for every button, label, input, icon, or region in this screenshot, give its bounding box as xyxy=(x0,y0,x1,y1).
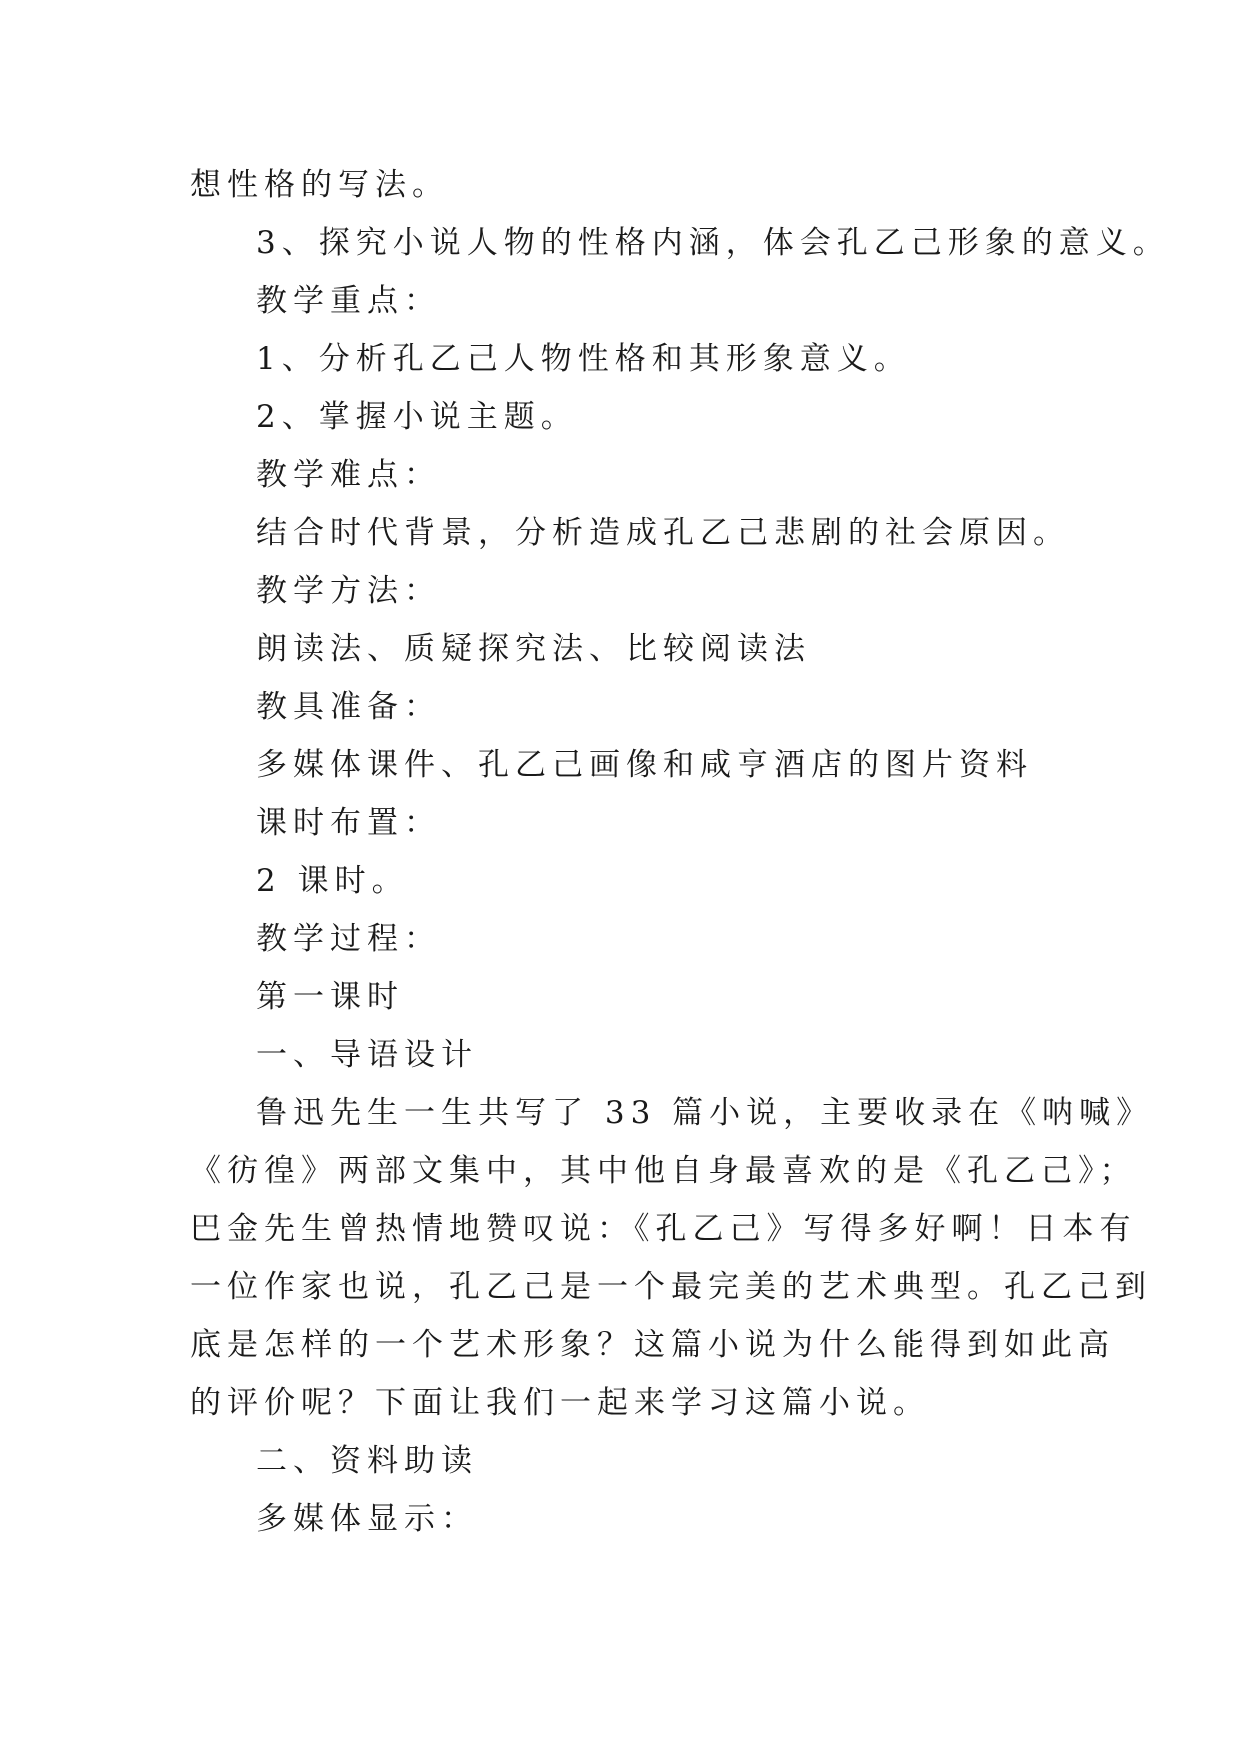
text-line: 多媒体课件、孔乙己画像和咸亨酒店的图片资料 xyxy=(256,747,1033,783)
text-line: 朗读法、质疑探究法、比较阅读法 xyxy=(256,631,811,667)
text-line: 结合时代背景，分析造成孔乙己悲剧的社会原因。 xyxy=(256,515,1070,551)
text-line: 底是怎样的一个艺术形象？这篇小说为什么能得到如此高 xyxy=(190,1327,1115,1363)
section-heading: 教具准备： xyxy=(256,689,441,725)
section-heading: 教学过程： xyxy=(256,921,441,957)
text-line: 3、探究小说人物的性格内涵，体会孔乙己形象的意义。 xyxy=(256,225,1170,261)
section-heading: 第一课时 xyxy=(256,979,404,1015)
section-heading: 二、资料助读 xyxy=(256,1443,478,1479)
text-line: 2、掌握小说主题。 xyxy=(256,399,578,435)
section-heading: 教学重点： xyxy=(256,283,441,319)
section-heading: 课时布置： xyxy=(256,805,441,841)
text-line: 想性格的写法。 xyxy=(190,167,449,203)
text-line: 鲁迅先生一生共写了 33 篇小说，主要收录在《呐喊》 xyxy=(256,1095,1154,1131)
text-line: 多媒体显示： xyxy=(256,1501,478,1537)
section-heading: 教学方法： xyxy=(256,573,441,609)
section-heading: 一、导语设计 xyxy=(256,1037,478,1073)
text-line: 巴金先生曾热情地赞叹说：《孔乙己》写得多好啊！日本有 xyxy=(190,1211,1137,1247)
text-line: 《彷徨》两部文集中，其中他自身最喜欢的是《孔乙己》； xyxy=(190,1153,1137,1189)
text-line: 的评价呢？下面让我们一起来学习这篇小说。 xyxy=(190,1385,930,1421)
text-line: 1、分析孔乙己人物性格和其形象意义。 xyxy=(256,341,911,377)
text-line: 一位作家也说，孔乙己是一个最完美的艺术典型。孔乙己到 xyxy=(190,1269,1152,1305)
text-line: 2 课时。 xyxy=(256,863,409,899)
section-heading: 教学难点： xyxy=(256,457,441,493)
